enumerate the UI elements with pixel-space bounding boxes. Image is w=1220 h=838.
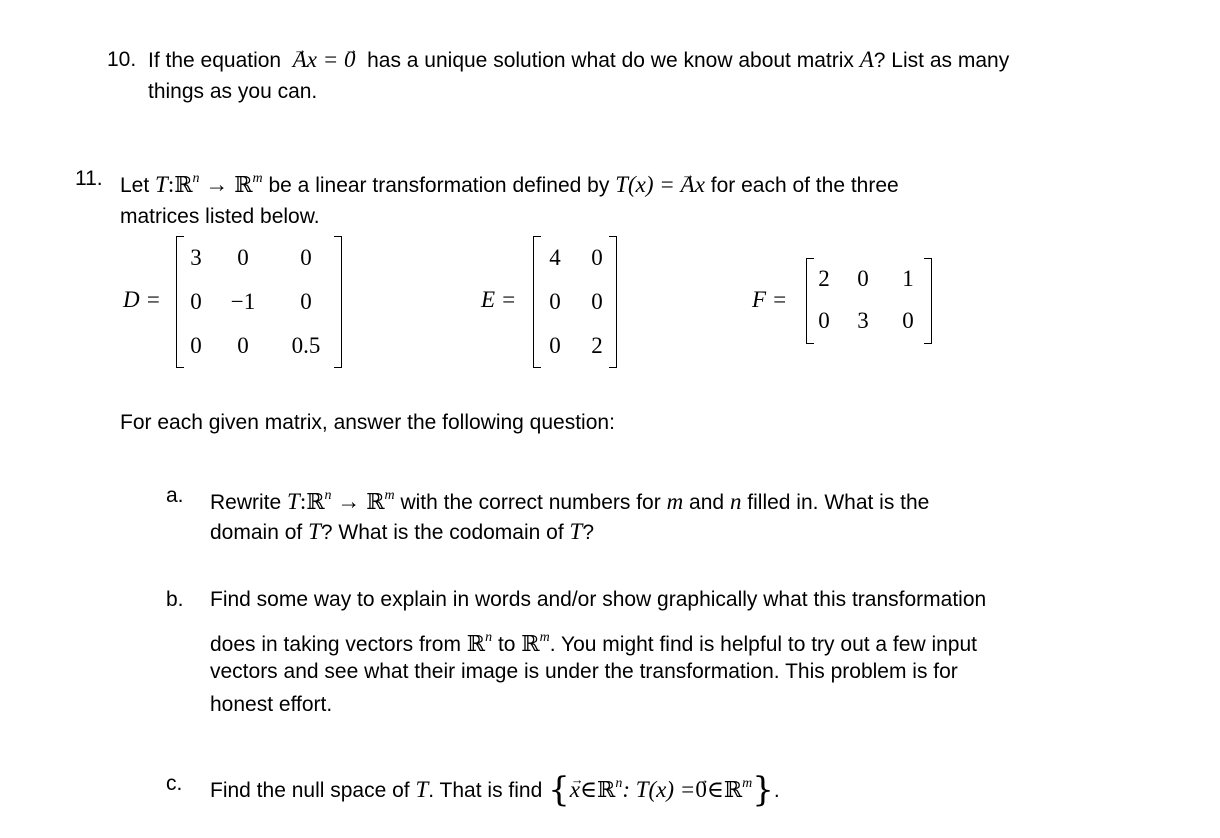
part-a-T2: T bbox=[308, 519, 321, 544]
q11-Rm: ℝ bbox=[234, 173, 253, 198]
part-b-Rm: ℝ bbox=[521, 632, 540, 657]
part-c-m: m bbox=[742, 776, 753, 791]
q11-instruction: For each given matrix, answer the following question: bbox=[120, 411, 615, 434]
q11-Tx: T(x) = bbox=[615, 172, 675, 197]
q11-Ax: → Ax bbox=[681, 173, 705, 197]
q10-eq-zero: → 0 bbox=[344, 48, 356, 72]
q11-Rn: ℝ bbox=[174, 173, 193, 198]
matrix-e-left-bracket bbox=[533, 236, 541, 368]
q11-arrow: → bbox=[205, 172, 229, 197]
q10-eq-lhs: → Ax bbox=[293, 48, 317, 72]
part-a-letter: a. bbox=[166, 484, 184, 507]
matrix-d-cell: 0 bbox=[190, 289, 202, 314]
part-a-m: m bbox=[666, 489, 684, 514]
part-a-T: T bbox=[287, 489, 300, 514]
part-b-line1: Find some way to explain in words and/or show graphically what this transformation bbox=[210, 588, 987, 611]
matrix-e-right-bracket bbox=[609, 236, 617, 368]
part-b-line4: honest effort. bbox=[210, 693, 333, 716]
matrix-e-cell: 2 bbox=[591, 333, 603, 358]
part-c-in2: ∈ bbox=[706, 777, 724, 802]
part-c-period: . bbox=[773, 779, 780, 802]
matrix-f-cell: 0 bbox=[818, 308, 830, 333]
matrix-d-cell: 0 bbox=[237, 245, 249, 270]
q11-mid: be a linear transformation defined by bbox=[268, 174, 610, 197]
matrix-f-label: F = bbox=[752, 287, 788, 312]
matrix-d-label: D = bbox=[123, 287, 161, 312]
part-c-open-brace: { bbox=[548, 770, 570, 810]
part-a-n: n bbox=[729, 489, 742, 514]
matrix-e-cell: 0 bbox=[549, 333, 561, 358]
q10-matrix-symbol: A bbox=[859, 47, 874, 72]
matrix-f-cell: 1 bbox=[902, 266, 914, 291]
q11-number: 11. bbox=[75, 167, 103, 190]
matrix-f-cell: 0 bbox=[902, 308, 914, 333]
part-a-and: and bbox=[689, 491, 725, 514]
part-b-line3: vectors and see what their image is under the transformation. This problem is for bbox=[210, 660, 958, 683]
matrix-f-cell: 3 bbox=[857, 308, 869, 333]
part-b-from: does in taking vectors from bbox=[210, 633, 461, 656]
part-c-text1: Find the null space of bbox=[210, 779, 410, 802]
matrix-d-cell: 0 bbox=[300, 289, 312, 314]
part-a-domain: domain of bbox=[210, 521, 303, 544]
part-c-Rn: ℝ bbox=[597, 778, 616, 803]
matrix-e-cell: 4 bbox=[549, 245, 561, 270]
part-b-m: m bbox=[539, 630, 550, 645]
q10-line1 bbox=[148, 48, 1009, 73]
q11-line1 bbox=[120, 167, 899, 198]
q10-eq bbox=[287, 47, 361, 72]
part-c-letter: c. bbox=[166, 772, 183, 795]
matrix-e-label: E = bbox=[481, 287, 517, 312]
part-a-filled: filled in. What is the bbox=[747, 491, 930, 514]
part-b-n: n bbox=[485, 630, 493, 645]
part-b-Rn: ℝ bbox=[466, 632, 486, 657]
part-c-T: T bbox=[415, 777, 429, 802]
part-a-n-sup: n bbox=[324, 488, 332, 503]
part-a-rewrite: Rewrite bbox=[210, 491, 282, 514]
matrix-e bbox=[533, 236, 617, 368]
q11-n: n bbox=[192, 171, 200, 186]
part-a-Rn: ℝ bbox=[306, 490, 325, 515]
matrix-d-cell: 3 bbox=[190, 245, 202, 270]
part-b-letter: b. bbox=[166, 588, 184, 611]
part-a-with: with the correct numbers for bbox=[400, 491, 661, 514]
part-b-rest: . You might find is helpful to try out a few input bbox=[549, 633, 977, 656]
part-a-m-sup: m bbox=[384, 488, 395, 503]
part-a-T3: T bbox=[569, 519, 583, 544]
part-a-colon: : bbox=[299, 489, 307, 514]
part-a-line1 bbox=[210, 484, 929, 515]
matrix-d-cell: −1 bbox=[230, 289, 256, 314]
matrix-f-right-bracket bbox=[924, 258, 932, 344]
part-c-zero: → 0 bbox=[695, 778, 707, 802]
part-c-x: → x bbox=[570, 778, 580, 802]
part-c-Rm: ℝ bbox=[723, 778, 743, 803]
q10-text-b: has a unique solution what do we know about matrix bbox=[367, 49, 854, 72]
matrix-d-cell: 0 bbox=[190, 333, 202, 358]
matrix-d-cell: 0.5 bbox=[291, 333, 321, 358]
part-a-line2 bbox=[210, 520, 594, 545]
matrix-e-cell: 0 bbox=[591, 245, 603, 270]
matrix-f-cell: 2 bbox=[818, 266, 830, 291]
q10-eq-sign: = bbox=[322, 47, 339, 72]
part-a-codomain: ? What is the codomain of bbox=[320, 521, 564, 544]
q11-m: m bbox=[252, 171, 263, 186]
matrix-f-cell: 0 bbox=[857, 266, 869, 291]
part-c-Tx: : T(x) = bbox=[622, 777, 696, 802]
matrix-d-left-bracket bbox=[176, 236, 184, 368]
q11-line2: matrices listed below. bbox=[120, 205, 320, 228]
q10-line2: things as you can. bbox=[148, 80, 318, 103]
part-a-arrow: → bbox=[337, 489, 361, 514]
q11-T: T bbox=[155, 172, 168, 197]
part-c-in: ∈ bbox=[579, 777, 598, 802]
part-c-close-brace: } bbox=[752, 770, 774, 810]
matrix-d-cell: 0 bbox=[300, 245, 312, 270]
q10-number: 10. bbox=[107, 48, 137, 71]
q10-text-a: If the equation bbox=[148, 49, 282, 72]
matrix-f-left-bracket bbox=[806, 258, 814, 344]
part-c-n: n bbox=[615, 776, 623, 791]
q10-text-c: ? List as many bbox=[873, 49, 1010, 72]
part-a-Rm: ℝ bbox=[366, 490, 385, 515]
part-b-to: to bbox=[497, 633, 516, 656]
part-b-line2 bbox=[210, 626, 977, 657]
matrix-e-cell: 0 bbox=[591, 289, 603, 314]
q11-let: Let bbox=[120, 174, 150, 197]
part-c-text2: . That is find bbox=[428, 779, 543, 802]
matrix-d-cell: 0 bbox=[237, 333, 249, 358]
q11-colon: : bbox=[167, 172, 175, 197]
matrix-e-cell: 0 bbox=[549, 289, 561, 314]
matrix-d-right-bracket bbox=[334, 236, 342, 368]
matrix-f bbox=[806, 258, 932, 344]
q11-tail: for each of the three bbox=[710, 174, 899, 197]
part-c-line bbox=[210, 770, 780, 810]
matrix-d bbox=[176, 236, 342, 368]
part-a-qmark: ? bbox=[582, 521, 594, 544]
